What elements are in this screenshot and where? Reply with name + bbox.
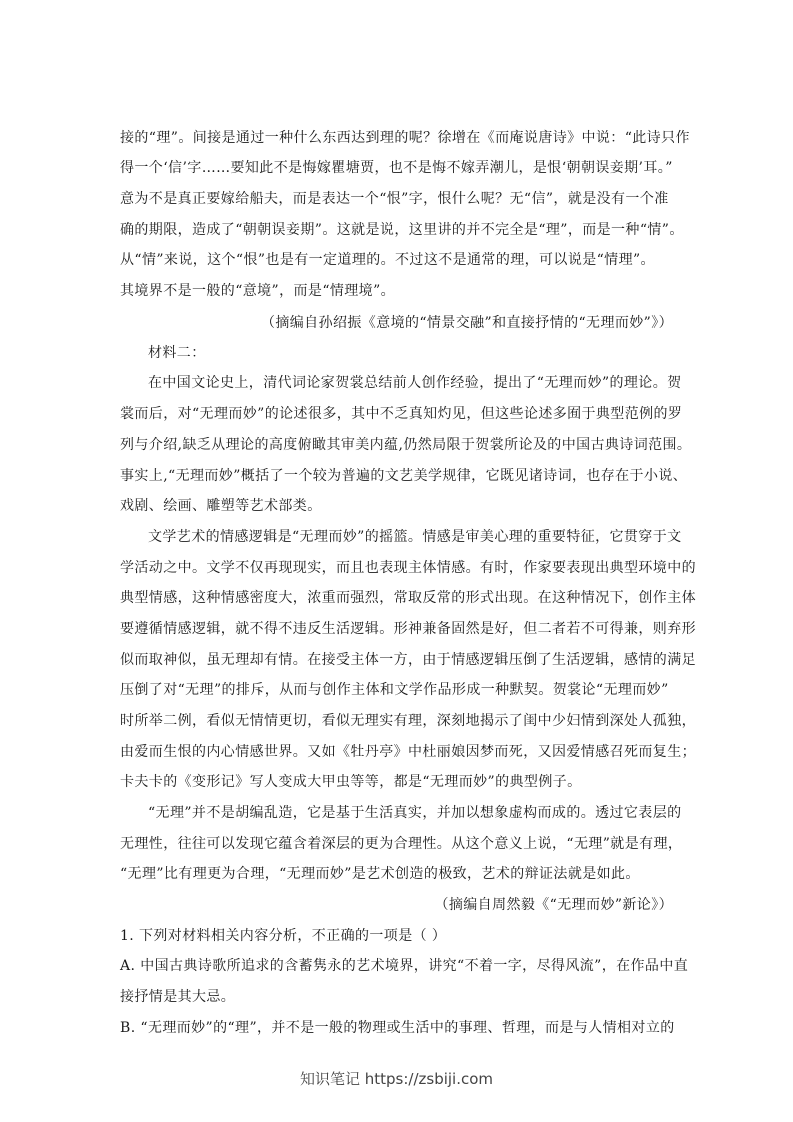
text-line: “无理”并不是胡编乱造，它是基于生活真实，并加以想象虚构而成的。透过它表层的 <box>148 805 682 821</box>
text-line: 典型情感，这种情感密度大，浓重而强烈，常取反常的形式出现。在这种情况下，创作主体 <box>120 590 696 606</box>
text-line: 无理性，往往可以发现它蕴含着深层的更为合理性。从这个意义上说，“无理”就是有理， <box>120 836 683 852</box>
text-line: 列与介绍,缺乏从理论的高度俯瞰其审美内蕴,仍然局限于贺裳所论及的中国古典诗词范围。 <box>120 437 692 453</box>
text-line: 裳而后，对“无理而妙”的论述很多，其中不乏真知灼见，但这些论述多囿于典型范例的罗 <box>120 406 683 422</box>
text-line: 戏剧、绘画、雕塑等艺术部类。 <box>120 498 322 514</box>
text-line: 文学艺术的情感逻辑是“无理而妙”的摇篮。情感是审美心理的重要特征，它贯穿于文 <box>148 529 682 545</box>
text-line: 从“情”来说，这个“恨”也是有一定道理的。不过这不是通常的理，可以说是“情理”。 <box>120 252 655 268</box>
text-line: 卡夫卡的《变形记》写人变成大甲虫等等，都是“无理而妙”的典型例子。 <box>120 774 582 790</box>
text-line: 得一个‘信’字……要知此不是悔嫁瞿塘贾，也不是悔不嫁弄潮儿，是恨‘朝朝误妾期’耳。” <box>120 160 673 176</box>
text-line: 要遵循情感逻辑，就不得不违反生活逻辑。形神兼备固然是好，但二者若不可得兼，则弃形 <box>120 621 696 637</box>
section-heading: 材料二： <box>148 345 206 361</box>
source-citation: （摘编自孙绍振《意境的“情景交融”和直接抒情的“无理而妙”》） <box>260 315 673 331</box>
text-line: 意为不是真正要嫁给船夫，而是表达一个“恨”字，恨什么呢？无“信”，就是没有一个准 <box>120 191 669 207</box>
text-line: 事实上,“无理而妙”概括了一个较为普遍的文艺美学规律，它既见诸诗词，也存在于小说、 <box>120 468 688 484</box>
text-line: 时所举二例，看似无情情更切，看似无理实有理，深刻地揭示了闺中少妇情到深处人孤独， <box>120 713 696 729</box>
text-line: 接的“理”。间接是通过一种什么东西达到理的呢？徐增在《而庵说唐诗》中说：“此诗只作 <box>120 130 690 146</box>
text-line: 由爱而生恨的内心情感世界。又如《牡丹亭》中杜丽娘因梦而死，又因爱情感召死而复生； <box>120 744 696 760</box>
option-b: B. “无理而妙”的“理”，并不是一般的物理或生活中的事理、哲理，而是与人情相对立的 <box>120 1020 675 1036</box>
text-line: 在中国文论史上，清代词论家贺裳总结前人创作经验，提出了“无理而妙”的理论。贺 <box>148 375 682 391</box>
question-stem: 1. 下列对材料相关内容分析，不正确的一项是（ ） <box>120 928 447 944</box>
text-line: “无理”比有理更为合理，“无理而妙”是艺术创造的极致，艺术的辩证法就是如此。 <box>120 866 640 882</box>
option-a: A. 中国古典诗歌所追求的含蓄隽永的艺术境界，讲究“不着一字，尽得风流”，在作品中直 <box>120 958 689 974</box>
text-line: 确的期限，造成了“朝朝误妾期”。这就是说，这里讲的并不完全是“理”，而是一种“情”。 <box>120 222 684 238</box>
text-line: 学活动之中。文学不仅再现现实，而且也表现主体情感。有时，作家要表现出典型环境中的 <box>120 560 696 576</box>
footer-watermark: 知识笔记 https://zsbiji.com <box>299 1070 494 1088</box>
source-citation: （摘编自周然毅《“无理而妙”新论》） <box>434 897 673 913</box>
text-line: 其境界不是一般的“意境”，而是“情理境”。 <box>120 283 396 299</box>
option-a-continued: 接抒情是其大忌。 <box>120 989 236 1005</box>
text-line: 似而取神似，虽无理却有情。在接受主体一方，由于情感逻辑压倒了生活逻辑，感情的满足 <box>120 652 696 668</box>
text-line: 压倒了对“无理”的排斥，从而与创作主体和文学作品形成一种默契。贺裳论“无理而妙” <box>120 682 669 698</box>
